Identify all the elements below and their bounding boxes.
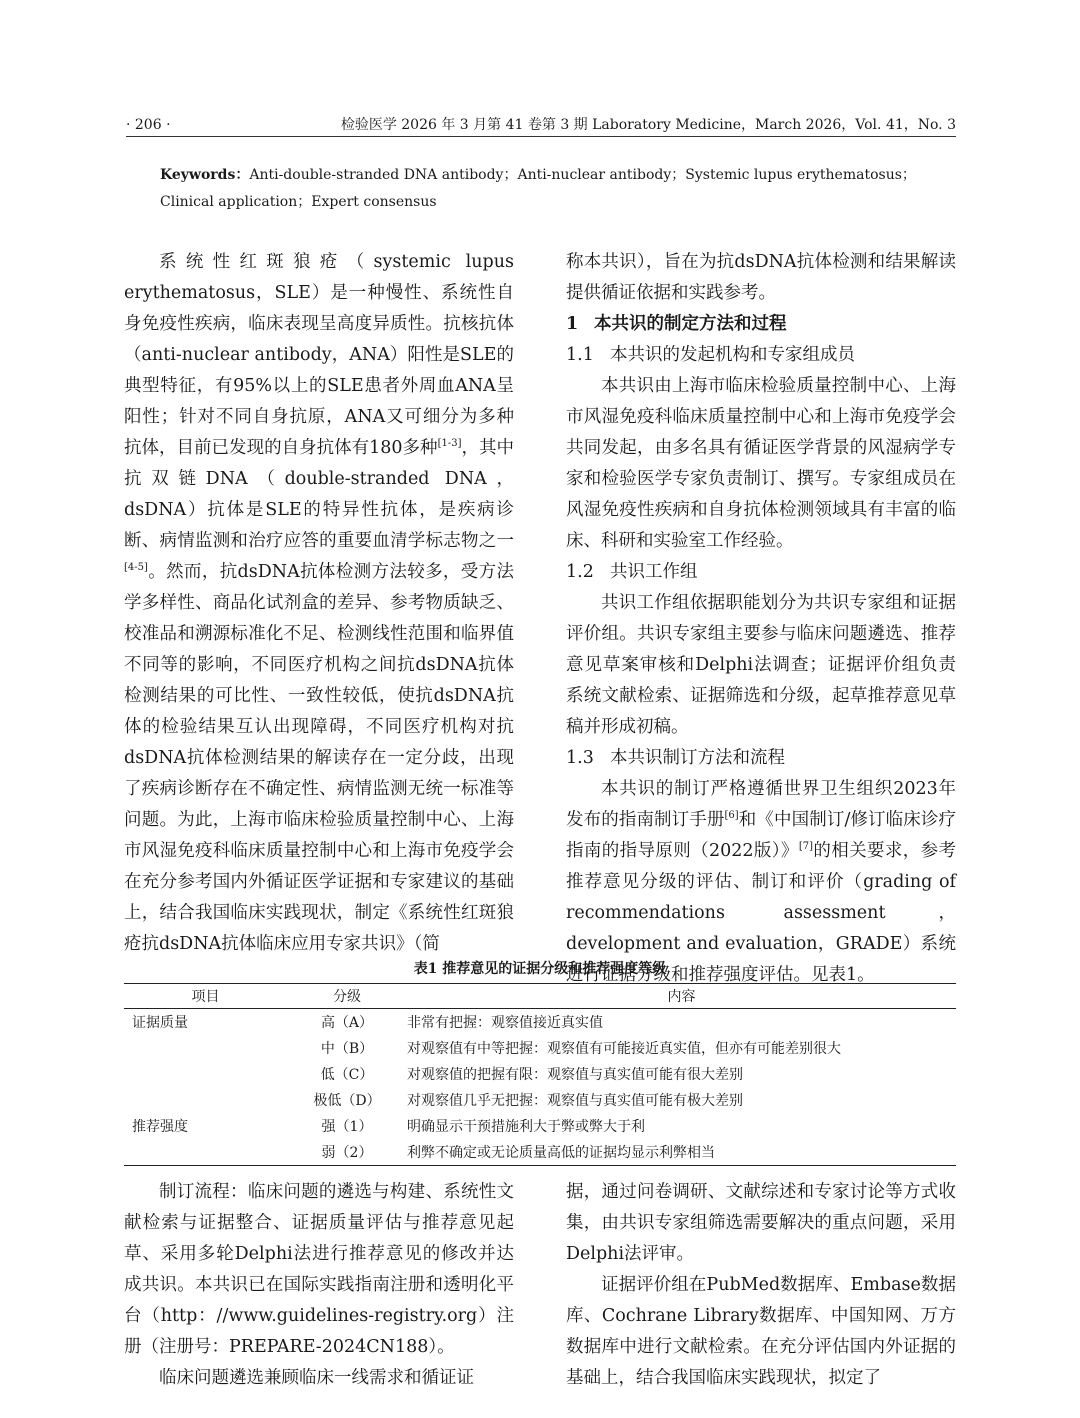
table-cell: 弱（2） [287,1139,407,1166]
journal-info: 检验医学 2026 年 3 月第 41 卷第 3 期 Laboratory Medicine，March 2026，Vol. 41，No. 3 [340,117,956,133]
table-row [124,1035,956,1061]
table-cell: 高（A） [320,1015,374,1031]
running-header [126,114,956,136]
left-column-bottom [124,1177,514,1394]
section-1-2-number: 1.2 [566,562,594,582]
table-cell: 中（B） [320,1041,374,1057]
process-paragraph: 制订流程：临床问题的遴选与构建、系统性文献检索与证据整合、证据质量评估与推荐意见起草、采用多轮Delphi法进行推荐意见的修改并达成共识。本共识已在国际实践指南注册和透明化平台（http：//www.guidelines-registry.org）注册（注册号：PREPARE-2024CN188）。 [124,1182,514,1357]
right-column-top [566,247,956,991]
section-1-heading [566,309,956,340]
header-rule [126,136,956,137]
section-1-1-number: 1.1 [566,345,594,365]
intro-text-a: 系统性红斑狼疮（systemic lupus erythematosus，SLE）是一种慢性、系统性自身免疫性疾病，临床表现呈高度异质性。抗核抗体（anti-nuclear antibody，ANA）阳性是SLE的典型特征，有95%以上的SLE患者外周血ANA呈阳性；针对不同自身抗原，ANA又可细分为多种抗体，目前已发现的自身抗体有180多种 [124,252,514,458]
literature-search-paragraph: 证据评价组在PubMed数据库、Embase数据库、Cochrane Library数据库、中国知网、万方数据库中进行文献检索。在充分评估国内外证据的基础上，结合我国临床实践现状，拟定了 [566,1275,956,1388]
table-header-row [124,984,956,1009]
section-1-title: 本共识的制定方法和过程 [594,314,787,334]
citation-6: [6] [724,810,739,822]
table-cell: 极低（D） [313,1093,381,1109]
table-header-item: 项目 [124,984,287,1009]
citation-1-3: [1-3] [437,438,462,450]
keywords-label: Keywords： [160,167,250,183]
section-1-2-heading [566,557,956,588]
table-header-content: 内容 [407,984,956,1009]
table-header-grade: 分级 [287,984,407,1009]
section-1-2-text: 共识工作组依据职能划分为共识专家组和证据评价组。共识专家组主要参与临床问题遴选、推荐意见草案审核和Delphi法调查；证据评价组负责系统文献检索、证据筛选和分级，起草推荐意见草稿并形成初稿。 [566,593,956,737]
right-column-bottom [566,1177,956,1394]
question-selection-paragraph: 临床问题遴选兼顾临床一线需求和循证证 [159,1368,474,1388]
table-cell: 对观察值几乎无把握：观察值与真实值可能有极大差别 [407,1093,743,1109]
table-row [124,1139,956,1166]
table-cell: 低（C） [320,1067,374,1083]
table-cell: 对观察值的把握有限：观察值与真实值可能有很大差别 [407,1067,743,1083]
section-1-3-heading [566,743,956,774]
section-1-3-text-b: 和《中国制订/修订临床诊疗指南的指导原则（2022版）》 [566,810,956,861]
intro-continuation: 称本共识），旨在为抗dsDNA抗体检测和结果解读提供循证依据和实践参考。 [566,252,956,303]
table-row [124,1061,956,1087]
section-1-number: 1 [566,314,579,334]
evidence-grading-table [124,983,956,1166]
table-row [124,1087,956,1113]
table-cell [124,1061,287,1087]
section-1-2-title: 共识工作组 [610,562,698,582]
table-cell: 推荐强度 [132,1119,188,1135]
keywords [160,162,950,216]
table-cell: 明确显示干预措施利大于弊或弊大于利 [407,1119,645,1135]
table-cell: 非常有把握：观察值接近真实值 [407,1015,603,1031]
citation-7: [7] [798,841,813,853]
table-cell [124,1139,287,1166]
table-cell: 强（1） [321,1119,373,1135]
section-1-1-title: 本共识的发起机构和专家组成员 [610,345,855,365]
table-cell: 利弊不确定或无论质量高低的证据均显示利弊相当 [407,1139,956,1166]
table-cell: 对观察值有中等把握：观察值有可能接近真实值，但亦有可能差别很大 [407,1041,841,1057]
section-1-3-title: 本共识制订方法和流程 [610,748,785,768]
table-row [124,1113,956,1139]
table-row [124,1009,956,1036]
section-1-3-number: 1.3 [566,748,594,768]
intro-text-c: 。然而，抗dsDNA抗体检测方法较多，受方法学多样性、商品化试剂盒的差异、参考物质缺乏、校准品和溯源标准化不足、检测线性范围和临界值不同等的影响，不同医疗机构之间抗dsDNA抗体检测结果的可比性、一致性较低，使抗dsDNA抗体的检验结果互认出现障碍，不同医疗机构对抗dsDNA抗体检测结果的解读存在一定分歧，出现了疾病诊断存在不确定性、病情监测无统一标准等问题。为此，上海市临床检验质量控制中心、上海市风湿免疫科临床质量控制中心和上海市免疫学会在充分参考国内外循证医学证据和专家建议的基础上，结合我国临床实践现状，制定《系统性红斑狼疮抗dsDNA抗体临床应用专家共识》（简 [124,562,514,954]
table-title: 表1 推荐意见的证据分级和推荐强度等级 [413,961,667,977]
table-cell: 证据质量 [132,1015,188,1031]
section-1-1-text: 本共识由上海市临床检验质量控制中心、上海市风湿免疫科临床质量控制中心和上海市免疫学会共同发起，由多名具有循证医学背景的风湿病学专家和检验医学专家负责制订、撰写。专家组成员在风湿免疫性疾病和自身抗体检测领域具有丰富的临床、科研和实验室工作经验。 [566,376,956,551]
left-column-top [124,247,514,960]
intro-paragraph [124,247,514,960]
citation-4-5: [4-5] [124,562,148,574]
intro-text-b: ，其中抗双链DNA（double-stranded DNA，dsDNA）抗体是SLE的特异性抗体，是疾病诊断、病情监测和治疗应答的重要血清学标志物之一 [124,438,514,551]
table-cell [124,1035,287,1061]
question-selection-continuation: 据，通过问卷调研、文献综述和专家讨论等方式收集，由共识专家组筛选需要解决的重点问题，采用Delphi法评审。 [566,1182,956,1264]
page-number: · 206 · [126,117,171,133]
table-cell [124,1087,287,1113]
section-1-3-text-a: 本共识的制订严格遵循世界卫生组织2023年发布的指南制订手册 [566,779,956,830]
section-1-1-heading [566,340,956,371]
section-1-3-text-c: 的相关要求，参考推荐意见分级的评估、制订和评价（grading of recommendations assessment，development and evaluation，GRADE）系统进行证据分级和推荐强度评估。见表1。 [566,841,956,985]
keywords-text: Anti-double-stranded DNA antibody；Anti-nuclear antibody；Systemic lupus erythematosus；Clinical application；Expert consensus [160,167,916,210]
